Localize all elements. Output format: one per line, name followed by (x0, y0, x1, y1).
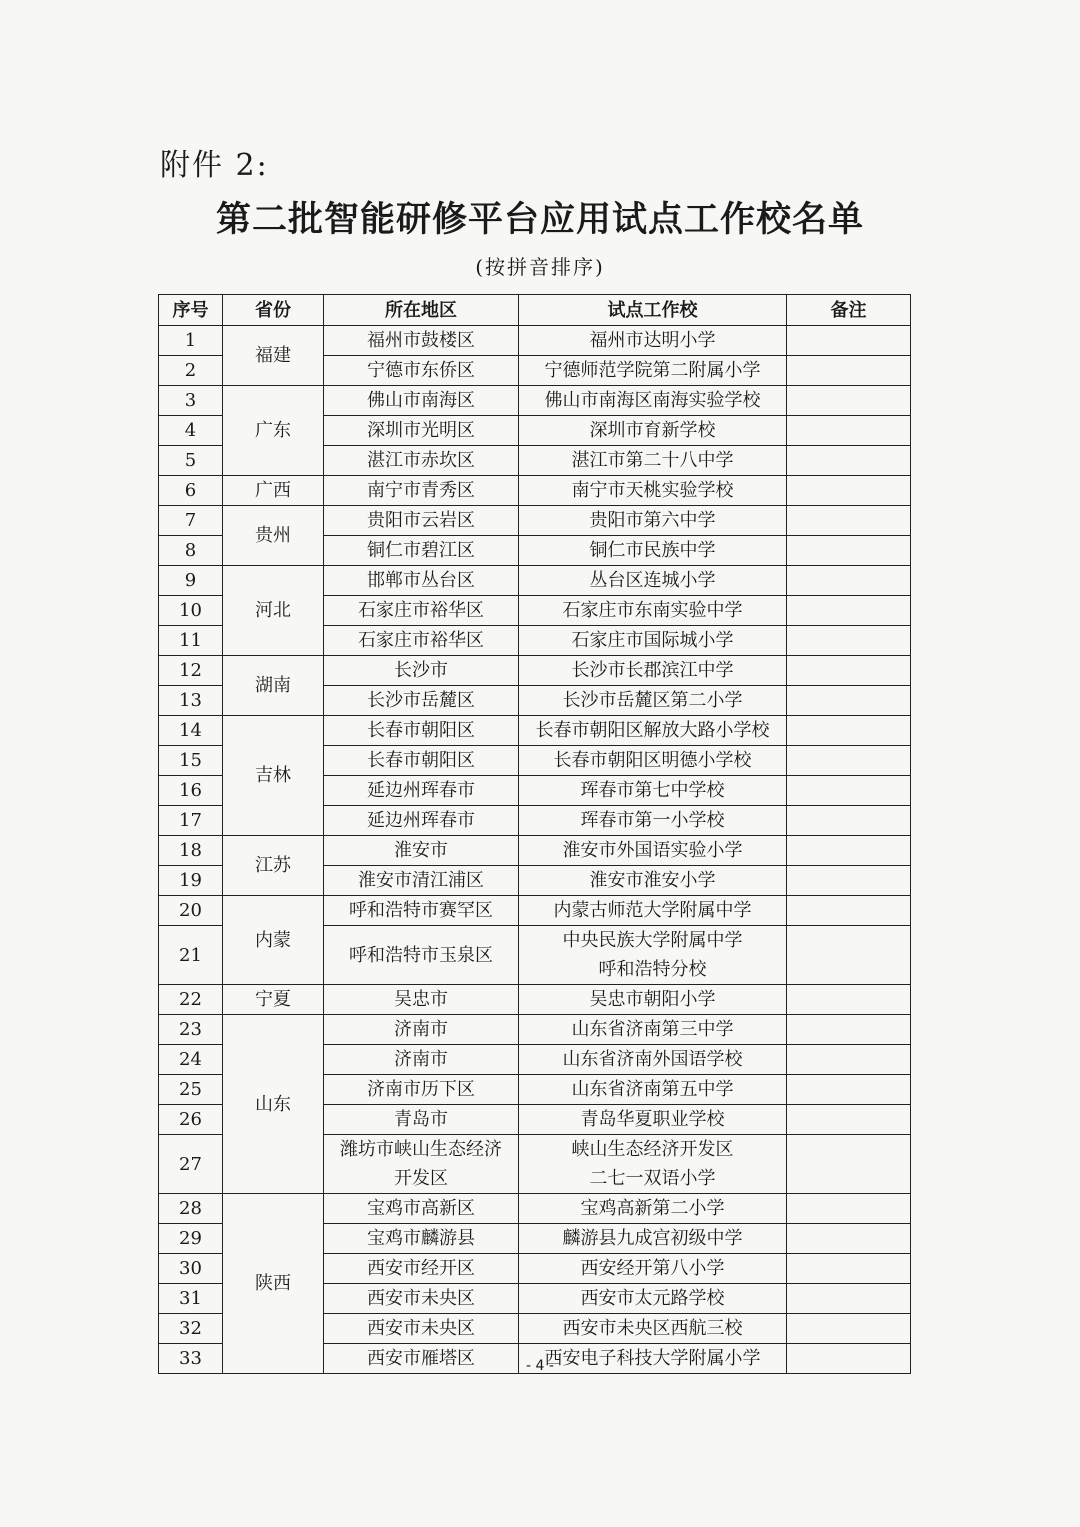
row-number: 32 (159, 1314, 223, 1344)
school-cell: 珲春市第七中学校 (519, 776, 787, 806)
region-cell: 呼和浩特市玉泉区 (324, 926, 519, 985)
note-cell (787, 536, 911, 566)
sort-note: (按拼音排序) (475, 255, 605, 279)
row-number: 33 (159, 1344, 223, 1374)
province-cell: 贵州 (223, 506, 324, 566)
row-number: 22 (159, 985, 223, 1015)
school-cell: 珲春市第一小学校 (519, 806, 787, 836)
note-cell (787, 686, 911, 716)
note-cell (787, 1075, 911, 1105)
region-cell: 石家庄市裕华区 (324, 626, 519, 656)
row-number: 31 (159, 1284, 223, 1314)
row-number: 24 (159, 1045, 223, 1075)
region-cell: 济南市 (324, 1015, 519, 1045)
row-number: 18 (159, 836, 223, 866)
school-cell: 淮安市淮安小学 (519, 866, 787, 896)
table-row (159, 476, 911, 506)
region-cell: 宝鸡市麟游县 (324, 1224, 519, 1254)
school-cell: 长春市朝阳区解放大路小学校 (519, 716, 787, 746)
region-cell: 长沙市 (324, 656, 519, 686)
note-cell (787, 836, 911, 866)
note-cell (787, 446, 911, 476)
header-note: 备注 (787, 295, 911, 326)
province-cell: 宁夏 (223, 985, 324, 1015)
region-cell: 西安市经开区 (324, 1254, 519, 1284)
row-number: 26 (159, 1105, 223, 1135)
region-cell: 淮安市清江浦区 (324, 866, 519, 896)
note-cell (787, 716, 911, 746)
school-cell: 石家庄市东南实验中学 (519, 596, 787, 626)
region-cell: 淮安市 (324, 836, 519, 866)
note-cell (787, 506, 911, 536)
region-cell: 铜仁市碧江区 (324, 536, 519, 566)
school-cell (519, 926, 787, 985)
note-cell (787, 596, 911, 626)
table-row (159, 716, 911, 746)
note-cell (787, 776, 911, 806)
row-number: 20 (159, 896, 223, 926)
note-cell (787, 1284, 911, 1314)
table-row (159, 896, 911, 926)
school-cell: 长沙市长郡滨江中学 (519, 656, 787, 686)
note-cell (787, 356, 911, 386)
school-cell: 西安经开第八小学 (519, 1254, 787, 1284)
table-row (159, 386, 911, 416)
cell-line: 二七一双语小学 (589, 1168, 716, 1189)
row-number: 7 (159, 506, 223, 536)
note-cell (787, 985, 911, 1015)
note-cell (787, 926, 911, 985)
header-no: 序号 (159, 295, 223, 326)
attachment-label: 附件 2: (160, 148, 269, 183)
school-cell: 内蒙古师范大学附属中学 (519, 896, 787, 926)
school-cell: 西安市未央区西航三校 (519, 1314, 787, 1344)
row-number: 3 (159, 386, 223, 416)
school-cell: 山东省济南第三中学 (519, 1015, 787, 1045)
note-cell (787, 416, 911, 446)
school-cell: 贵阳市第六中学 (519, 506, 787, 536)
region-cell: 宁德市东侨区 (324, 356, 519, 386)
note-cell (787, 806, 911, 836)
region-cell: 长沙市岳麓区 (324, 686, 519, 716)
table-row (159, 506, 911, 536)
school-cell: 宁德师范学院第二附属小学 (519, 356, 787, 386)
table-body (159, 326, 911, 1374)
row-number: 11 (159, 626, 223, 656)
province-cell: 河北 (223, 566, 324, 656)
province-cell: 陕西 (223, 1194, 324, 1374)
school-cell: 长沙市岳麓区第二小学 (519, 686, 787, 716)
school-cell: 长春市朝阳区明德小学校 (519, 746, 787, 776)
province-cell: 内蒙 (223, 896, 324, 985)
header-region: 所在地区 (324, 295, 519, 326)
table-row (159, 566, 911, 596)
note-cell (787, 386, 911, 416)
school-cell: 宝鸡高新第二小学 (519, 1194, 787, 1224)
note-cell (787, 746, 911, 776)
school-cell: 深圳市育新学校 (519, 416, 787, 446)
school-cell: 石家庄市国际城小学 (519, 626, 787, 656)
province-cell: 江苏 (223, 836, 324, 896)
region-cell: 南宁市青秀区 (324, 476, 519, 506)
cell-line: 峡山生态经济开发区 (571, 1139, 734, 1160)
row-number: 1 (159, 326, 223, 356)
table-header-row (159, 295, 911, 326)
region-cell: 邯郸市丛台区 (324, 566, 519, 596)
cell-line: 呼和浩特分校 (598, 959, 707, 980)
table-row (159, 985, 911, 1015)
school-list-table (158, 294, 911, 1374)
row-number: 2 (159, 356, 223, 386)
table-row (159, 1194, 911, 1224)
school-cell: 山东省济南外国语学校 (519, 1045, 787, 1075)
table-row (159, 836, 911, 866)
note-cell (787, 1314, 911, 1344)
region-cell: 吴忠市 (324, 985, 519, 1015)
document-title: 第二批智能研修平台应用试点工作校名单 (215, 200, 864, 240)
province-cell: 吉林 (223, 716, 324, 836)
region-cell: 石家庄市裕华区 (324, 596, 519, 626)
region-cell: 福州市鼓楼区 (324, 326, 519, 356)
row-number: 16 (159, 776, 223, 806)
region-cell: 贵阳市云岩区 (324, 506, 519, 536)
province-cell: 福建 (223, 326, 324, 386)
row-number: 6 (159, 476, 223, 506)
region-cell (324, 1135, 519, 1194)
region-cell: 宝鸡市高新区 (324, 1194, 519, 1224)
region-cell: 青岛市 (324, 1105, 519, 1135)
region-cell: 长春市朝阳区 (324, 716, 519, 746)
row-number: 17 (159, 806, 223, 836)
school-cell: 福州市达明小学 (519, 326, 787, 356)
header-province: 省份 (223, 295, 324, 326)
note-cell (787, 896, 911, 926)
school-cell: 吴忠市朝阳小学 (519, 985, 787, 1015)
school-cell (519, 1135, 787, 1194)
school-cell: 青岛华夏职业学校 (519, 1105, 787, 1135)
region-cell: 西安市未央区 (324, 1314, 519, 1344)
school-cell: 山东省济南第五中学 (519, 1075, 787, 1105)
school-cell: 南宁市天桃实验学校 (519, 476, 787, 506)
table-row (159, 1015, 911, 1045)
page-number: - 4 - (526, 1358, 554, 1374)
school-cell: 佛山市南海区南海实验学校 (519, 386, 787, 416)
region-cell: 西安市雁塔区 (324, 1344, 519, 1374)
row-number: 21 (159, 926, 223, 985)
note-cell (787, 1015, 911, 1045)
region-cell: 西安市未央区 (324, 1284, 519, 1314)
region-cell: 湛江市赤坎区 (324, 446, 519, 476)
row-number: 13 (159, 686, 223, 716)
province-cell: 山东 (223, 1015, 324, 1194)
row-number: 30 (159, 1254, 223, 1284)
note-cell (787, 1135, 911, 1194)
province-cell: 广东 (223, 386, 324, 476)
note-cell (787, 326, 911, 356)
note-cell (787, 476, 911, 506)
row-number: 8 (159, 536, 223, 566)
row-number: 5 (159, 446, 223, 476)
row-number: 27 (159, 1135, 223, 1194)
note-cell (787, 1254, 911, 1284)
row-number: 28 (159, 1194, 223, 1224)
region-cell: 佛山市南海区 (324, 386, 519, 416)
region-cell: 济南市历下区 (324, 1075, 519, 1105)
cell-line: 中央民族大学附属中学 (562, 930, 743, 951)
row-number: 19 (159, 866, 223, 896)
header-school: 试点工作校 (519, 295, 787, 326)
row-number: 14 (159, 716, 223, 746)
province-cell: 广西 (223, 476, 324, 506)
note-cell (787, 1045, 911, 1075)
region-cell: 延边州珲春市 (324, 776, 519, 806)
school-cell: 西安电子科技大学附属小学 (519, 1344, 787, 1374)
row-number: 25 (159, 1075, 223, 1105)
region-cell: 呼和浩特市赛罕区 (324, 896, 519, 926)
table-row (159, 656, 911, 686)
row-number: 9 (159, 566, 223, 596)
table-row (159, 326, 911, 356)
region-cell: 济南市 (324, 1045, 519, 1075)
row-number: 15 (159, 746, 223, 776)
row-number: 10 (159, 596, 223, 626)
note-cell (787, 1224, 911, 1254)
school-cell: 淮安市外国语实验小学 (519, 836, 787, 866)
region-cell: 长春市朝阳区 (324, 746, 519, 776)
school-cell: 湛江市第二十八中学 (519, 446, 787, 476)
region-cell: 深圳市光明区 (324, 416, 519, 446)
row-number: 4 (159, 416, 223, 446)
note-cell (787, 866, 911, 896)
note-cell (787, 1105, 911, 1135)
note-cell (787, 566, 911, 596)
row-number: 12 (159, 656, 223, 686)
school-cell: 麟游县九成宫初级中学 (519, 1224, 787, 1254)
school-cell: 丛台区连城小学 (519, 566, 787, 596)
school-cell: 西安市太元路学校 (519, 1284, 787, 1314)
school-cell: 铜仁市民族中学 (519, 536, 787, 566)
cell-line: 开发区 (394, 1168, 448, 1189)
row-number: 29 (159, 1224, 223, 1254)
row-number: 23 (159, 1015, 223, 1045)
cell-line: 潍坊市峡山生态经济 (340, 1139, 502, 1160)
note-cell (787, 656, 911, 686)
province-cell: 湖南 (223, 656, 324, 716)
note-cell (787, 1194, 911, 1224)
region-cell: 延边州珲春市 (324, 806, 519, 836)
note-cell (787, 626, 911, 656)
